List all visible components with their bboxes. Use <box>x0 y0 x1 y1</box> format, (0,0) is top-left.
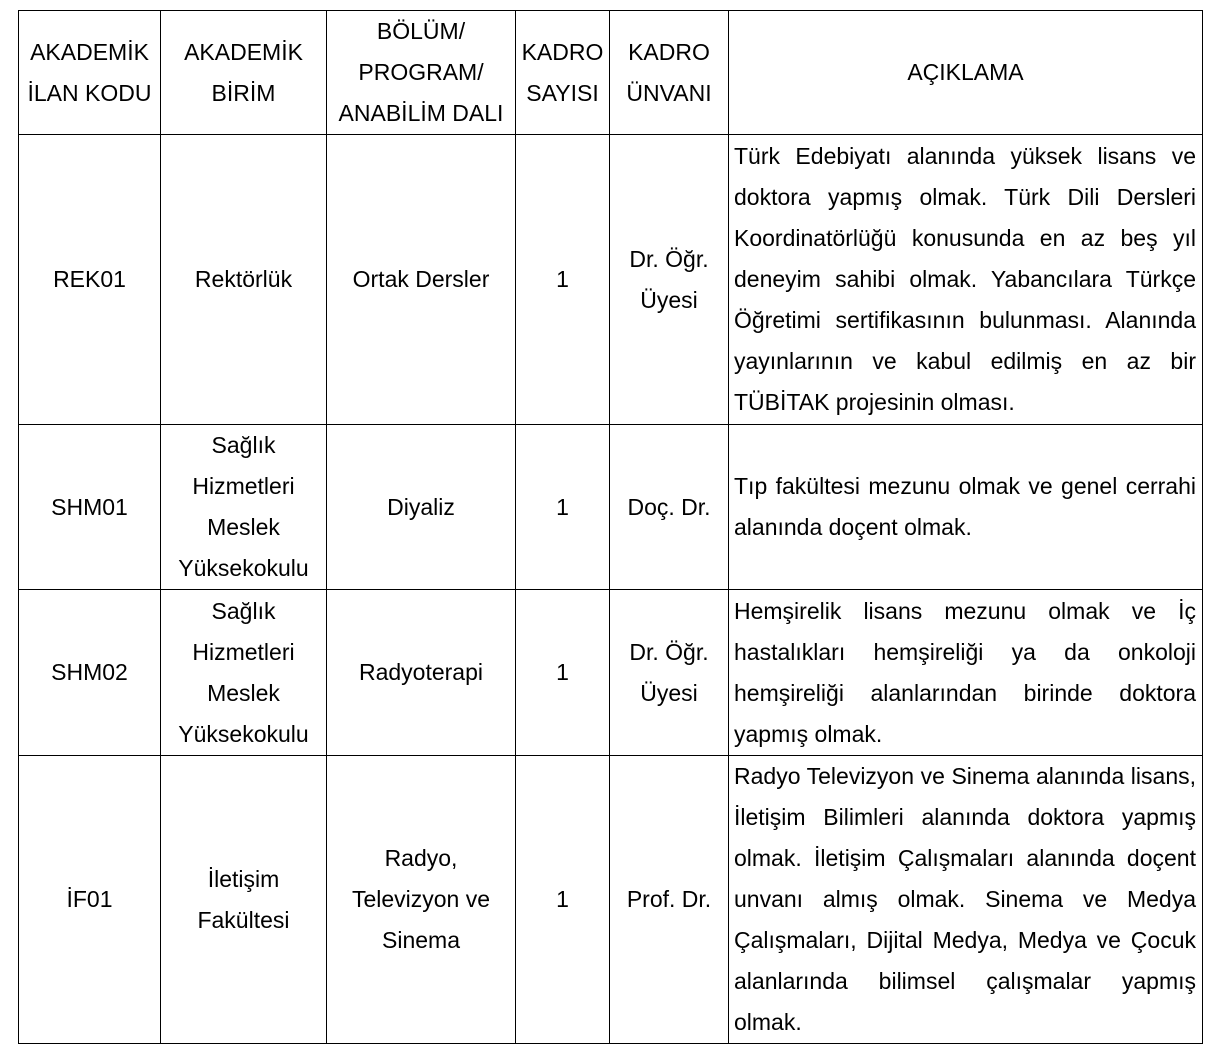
cell-title: Prof. Dr. <box>610 756 729 1044</box>
cell-code: SHM02 <box>19 590 161 756</box>
cell-department: Radyo, Televizyon ve Sinema <box>327 756 516 1044</box>
header-row <box>19 11 1203 135</box>
header-department: BÖLÜM/ PROGRAM/ ANABİLİM DALI <box>327 11 516 135</box>
table-row <box>19 756 1203 1044</box>
cell-count: 1 <box>516 425 610 590</box>
cell-title: Doç. Dr. <box>610 425 729 590</box>
header-title: KADRO ÜNVANI <box>610 11 729 135</box>
cell-count: 1 <box>516 135 610 425</box>
cell-unit: İletişim Fakültesi <box>161 756 327 1044</box>
cell-title: Dr. Öğr. Üyesi <box>610 135 729 425</box>
cell-unit: Sağlık Hizmetleri Meslek Yüksekokulu <box>161 590 327 756</box>
table-row <box>19 590 1203 756</box>
cell-count: 1 <box>516 756 610 1044</box>
header-description: AÇIKLAMA <box>729 11 1203 135</box>
cell-unit: Rektörlük <box>161 135 327 425</box>
cell-description: Hemşirelik lisans mezunu olmak ve İç hastalıkları hemşireliği ya da onkoloji hemşireliği alanlarından birinde doktora yapmış olmak. <box>729 590 1203 756</box>
cell-code: İF01 <box>19 756 161 1044</box>
header-count: KADRO SAYISI <box>516 11 610 135</box>
header-code: AKADEMİK İLAN KODU <box>19 11 161 135</box>
cell-title: Dr. Öğr. Üyesi <box>610 590 729 756</box>
cell-count: 1 <box>516 590 610 756</box>
cell-department: Radyoterapi <box>327 590 516 756</box>
cell-description: Türk Edebiyatı alanında yüksek lisans ve doktora yapmış olmak. Türk Dili Dersleri Koordinatörlüğü konusunda en az beş yıl deneyim sahibi olmak. Yabancılara Türkçe Öğretimi sertifikasının bulunması. Alanında yayınlarının ve kabul edilmiş en az bir TÜBİTAK projesinin olması. <box>729 135 1203 425</box>
table-row <box>19 135 1203 425</box>
cell-description: Radyo Televizyon ve Sinema alanında lisans, İletişim Bilimleri alanında doktora yapmış olmak. İletişim Çalışmaları alanında doçent unvanı almış olmak. Sinema ve Medya Çalışmaları, Dijital Medya, Medya ve Çocuk alanlarında bilimsel çalışmalar yapmış olmak. <box>729 756 1203 1044</box>
academic-positions-table <box>18 10 1203 1044</box>
cell-unit: Sağlık Hizmetleri Meslek Yüksekokulu <box>161 425 327 590</box>
cell-department: Diyaliz <box>327 425 516 590</box>
cell-description: Tıp fakültesi mezunu olmak ve genel cerrahi alanında doçent olmak. <box>729 425 1203 590</box>
cell-code: SHM01 <box>19 425 161 590</box>
header-unit: AKADEMİK BİRİM <box>161 11 327 135</box>
cell-department: Ortak Dersler <box>327 135 516 425</box>
cell-code: REK01 <box>19 135 161 425</box>
table-row <box>19 425 1203 590</box>
